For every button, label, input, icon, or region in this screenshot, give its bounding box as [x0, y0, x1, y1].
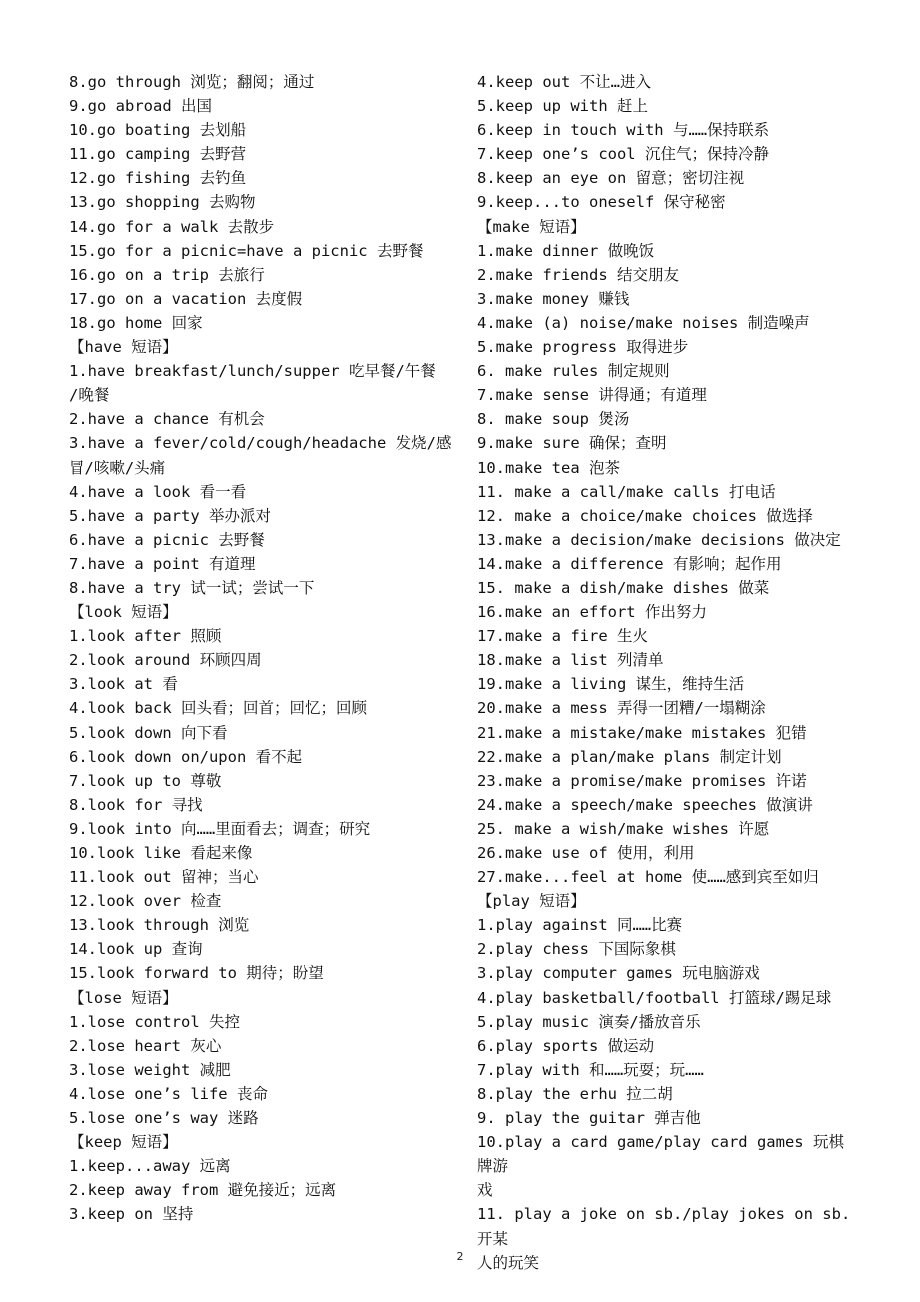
right-column-line: 5.play music 演奏/播放音乐 [477, 1012, 701, 1031]
right-column-line: 10.play a card game/play card games 玩棋牌游 [477, 1133, 844, 1176]
left-column-line: 13.look through 浏览 [69, 916, 250, 935]
right-column-line: 2.make friends 结交朋友 [477, 265, 679, 284]
left-column-line: 6.have a picnic 去野餐 [69, 530, 265, 549]
right-column-line: 13.make a decision/make decisions 做决定 [477, 530, 841, 549]
right-column-line: 9. play the guitar 弹吉他 [477, 1109, 701, 1128]
right-column-line: 21.make a mistake/make mistakes 犯错 [477, 723, 807, 742]
left-column-line: 14.look up 查询 [69, 940, 203, 959]
left-column-line: 1.keep...away 远离 [69, 1157, 231, 1176]
right-column-line: 5.make progress 取得进步 [477, 338, 689, 357]
left-column-line: 16.go on a trip 去旅行 [69, 265, 265, 284]
right-column-line: 【play 短语】 [477, 892, 586, 911]
right-column-line: 6.play sports 做运动 [477, 1036, 655, 1055]
left-column [69, 70, 459, 1227]
left-column-line: 18.go home 回家 [69, 313, 203, 332]
right-column-line: 11. play a joke on sb./play jokes on sb. 开某 [477, 1205, 860, 1248]
right-column-line: 7.keep one’s cool 沉住气；保持冷静 [477, 145, 769, 164]
left-column-line: 2.have a chance 有机会 [69, 410, 265, 429]
right-column-line: 17.make a fire 生火 [477, 627, 648, 646]
right-column-line: 4.make (a) noise/make noises 制造噪声 [477, 313, 810, 332]
left-column-line: 14.go for a walk 去散步 [69, 217, 275, 236]
left-column-line: 8.have a try 试一试；尝试一下 [69, 578, 315, 597]
left-column-line: 7.have a point 有道理 [69, 554, 256, 573]
right-column-line: 4.keep out 不让…进入 [477, 73, 651, 91]
left-column-line: 13.go shopping 去购物 [69, 193, 256, 212]
right-column-line: 15. make a dish/make dishes 做菜 [477, 578, 770, 597]
left-column-line: 9.look into 向……里面看去；调查；研究 [69, 819, 371, 838]
right-column-line: 9.keep...to oneself 保守秘密 [477, 193, 726, 212]
left-column-line: 5.lose one’s way 迷路 [69, 1109, 259, 1128]
left-column-line: 9.go abroad 出国 [69, 97, 212, 116]
right-column-line: 5.keep up with 赶上 [477, 97, 648, 116]
right-column-line: 18.make a list 列清单 [477, 651, 664, 670]
left-column-line: 2.lose heart 灰心 [69, 1036, 222, 1055]
right-column-line: 4.play basketball/football 打篮球/踢足球 [477, 988, 832, 1007]
left-column-line: 3.have a fever/cold/cough/headache 发烧/感 [69, 434, 452, 453]
right-column-line: 9.make sure 确保；查明 [477, 434, 667, 453]
left-column-line: 12.go fishing 去钓鱼 [69, 169, 247, 188]
left-column-line: 2.look around 环顾四周 [69, 651, 262, 670]
right-column-line: 3.play computer games 玩电脑游戏 [477, 964, 760, 983]
right-column-line: 戏 [477, 1181, 493, 1200]
right-column [477, 70, 860, 1275]
left-column-line: 3.look at 看 [69, 675, 178, 694]
left-column-line: 6.look down on/upon 看不起 [69, 747, 303, 766]
left-column-line: 7.look up to 尊敬 [69, 771, 222, 790]
right-column-line: 16.make an effort 作出努力 [477, 603, 707, 622]
right-column-line: 12. make a choice/make choices 做选择 [477, 506, 813, 525]
left-column-line: 15.go for a picnic=have a picnic 去野餐 [69, 241, 424, 260]
left-column-line: /晚餐 [69, 386, 110, 405]
right-column-line: 8. make soup 煲汤 [477, 410, 630, 429]
right-column-line: 19.make a living 谋生，维持生活 [477, 675, 745, 694]
right-column-line: 8.play the erhu 拉二胡 [477, 1084, 673, 1103]
left-column-line: 5.have a party 举办派对 [69, 506, 271, 525]
left-column-line: 【lose 短语】 [69, 988, 178, 1007]
right-column-line: 20.make a mess 弄得一团糟/一塌糊涂 [477, 699, 766, 718]
right-column-line: 25. make a wish/make wishes 许愿 [477, 819, 770, 838]
left-column-line: 15.look forward to 期待；盼望 [69, 964, 324, 983]
left-column-line: 17.go on a vacation 去度假 [69, 289, 303, 308]
right-column-line: 1.make dinner 做晚饭 [477, 241, 655, 260]
right-column-line: 【make 短语】 [477, 217, 586, 236]
right-column-line: 22.make a plan/make plans 制定计划 [477, 747, 782, 766]
left-column-line: 11.look out 留神；当心 [69, 868, 259, 887]
right-column-line: 7.play with 和……玩耍；玩…… [477, 1060, 704, 1079]
left-column-line: 8.go through 浏览；翻阅；通过 [69, 73, 315, 91]
right-column-line: 2.play chess 下国际象棋 [477, 940, 676, 959]
left-column-line: 2.keep away from 避免接近；远离 [69, 1181, 337, 1200]
left-column-line: 1.lose control 失控 [69, 1012, 240, 1031]
left-column-line: 5.look down 向下看 [69, 723, 228, 742]
left-column-line: 4.have a look 看一看 [69, 482, 247, 501]
left-column-line: 冒/咳嗽/头痛 [69, 458, 166, 477]
right-column-line: 11. make a call/make calls 打电话 [477, 482, 776, 501]
left-column-line: 【keep 短语】 [69, 1133, 178, 1152]
left-column-line: 3.lose weight 减肥 [69, 1060, 231, 1079]
right-column-line: 人的玩笑 [477, 1253, 540, 1272]
right-column-line: 1.play against 同……比赛 [477, 916, 683, 935]
right-column-line: 8.keep an eye on 留意；密切注视 [477, 169, 745, 188]
left-column-line: 11.go camping 去野营 [69, 145, 247, 164]
right-column-line: 23.make a promise/make promises 许诺 [477, 771, 807, 790]
right-column-line: 24.make a speech/make speeches 做演讲 [477, 795, 813, 814]
right-column-line: 14.make a difference 有影响；起作用 [477, 554, 782, 573]
left-column-line: 1.have breakfast/lunch/supper 吃早餐/午餐 [69, 362, 436, 381]
left-column-line: 10.go boating 去划船 [69, 121, 247, 140]
left-column-line: 12.look over 检查 [69, 892, 222, 911]
right-column-line: 3.make money 赚钱 [477, 289, 630, 308]
right-column-line: 6.keep in touch with 与……保持联系 [477, 121, 770, 140]
left-column-line: 1.look after 照顾 [69, 627, 222, 646]
left-column-line: 8.look for 寻找 [69, 795, 203, 814]
left-column-line: 4.look back 回头看；回首；回忆；回顾 [69, 699, 367, 718]
left-column-line: 3.keep on 坚持 [69, 1205, 194, 1224]
page-number: 2 [456, 1250, 464, 1263]
left-column-line: 4.lose one’s life 丧命 [69, 1084, 268, 1103]
left-column-line: 【have 短语】 [69, 338, 178, 357]
right-column-line: 26.make use of 使用，利用 [477, 844, 695, 862]
right-column-line: 10.make tea 泡茶 [477, 458, 620, 477]
right-column-line: 7.make sense 讲得通；有道理 [477, 386, 707, 405]
right-column-line: 6. make rules 制定规则 [477, 362, 670, 381]
right-column-line: 27.make...feel at home 使……感到宾至如归 [477, 868, 819, 887]
left-column-line: 10.look like 看起来像 [69, 844, 253, 862]
left-column-line: 【look 短语】 [69, 603, 178, 622]
